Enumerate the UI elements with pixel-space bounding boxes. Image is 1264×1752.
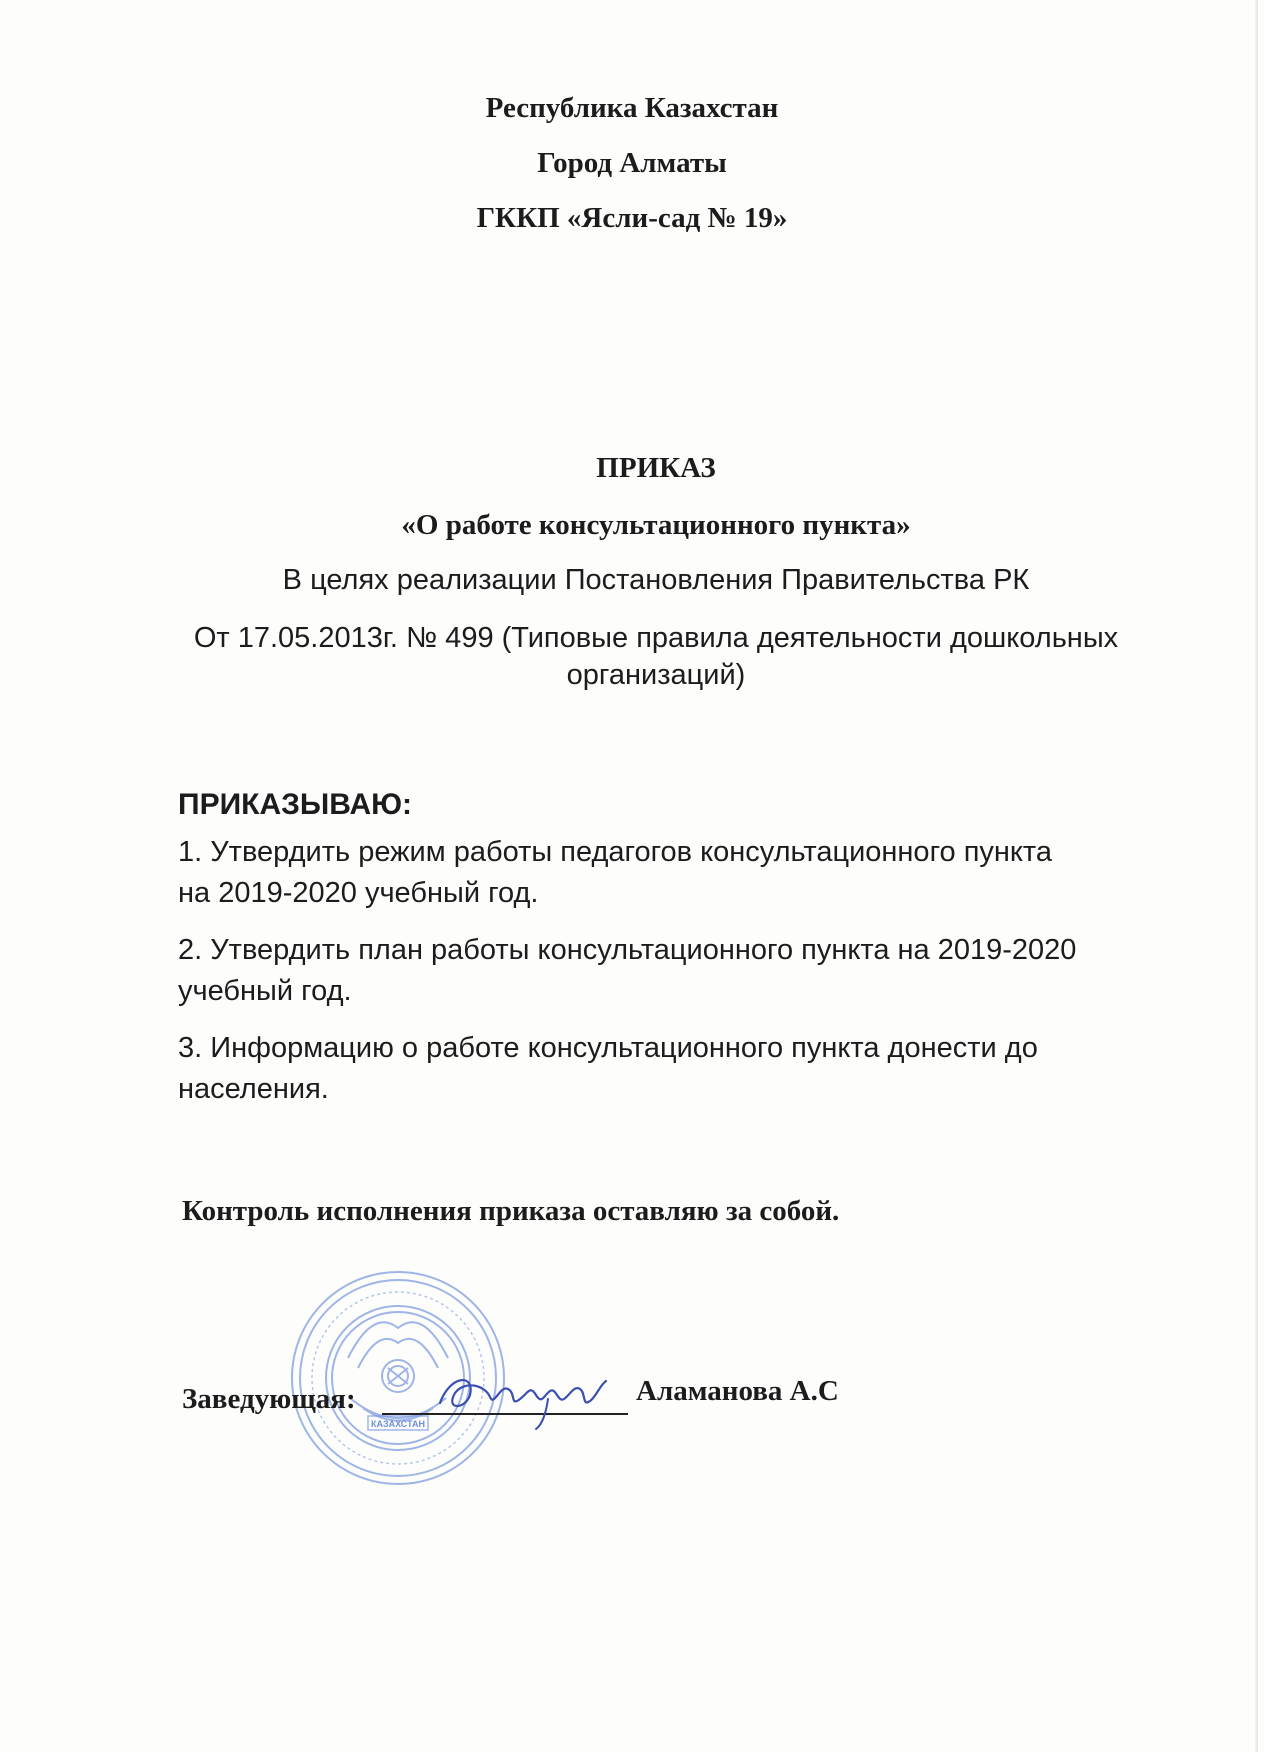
list-item-line: 2. Утвердить план работы консультационного пункта на 2019-2020 — [178, 934, 1077, 966]
list-item-line: на 2019-2020 учебный год. — [178, 877, 539, 909]
page-edge — [1255, 0, 1258, 1752]
list-item-line: учебный год. — [178, 975, 352, 1007]
list-item — [178, 930, 1138, 1012]
order-title: ПРИКАЗ — [596, 452, 716, 484]
directive-list — [178, 832, 1138, 1126]
stamp-label: КАЗАХСТАН — [371, 1419, 425, 1429]
order-basis-line1: В целях реализации Постановления Правительства РК — [282, 564, 1030, 596]
header-organization: ГККП «Ясли-сад № 19» — [476, 202, 788, 234]
list-item-line: 1. Утвердить режим работы педагогов консультационного пункта — [178, 836, 1053, 868]
header-city: Город Алматы — [537, 147, 727, 179]
header-country: Республика Казахстан — [485, 92, 779, 124]
handwritten-signature — [430, 1355, 620, 1435]
control-statement: Контроль исполнения приказа оставляю за собой. — [182, 1195, 840, 1227]
order-subject: «О работе консультационного пункта» — [401, 509, 911, 541]
list-item-line: населения. — [178, 1073, 329, 1105]
signatory-name: Аламанова А.С — [636, 1375, 839, 1407]
order-basis-line3: организаций) — [566, 659, 746, 691]
order-basis-line2: От 17.05.2013г. № 499 (Типовые правила деятельности дошкольных — [193, 622, 1119, 654]
list-item — [178, 1028, 1138, 1110]
directive-heading: ПРИКАЗЫВАЮ: — [178, 788, 413, 821]
list-item — [178, 832, 1138, 914]
list-item-line: 3. Информацию о работе консультационного пункта донести до — [178, 1032, 1038, 1064]
signature-position: Заведующая: — [182, 1383, 356, 1415]
